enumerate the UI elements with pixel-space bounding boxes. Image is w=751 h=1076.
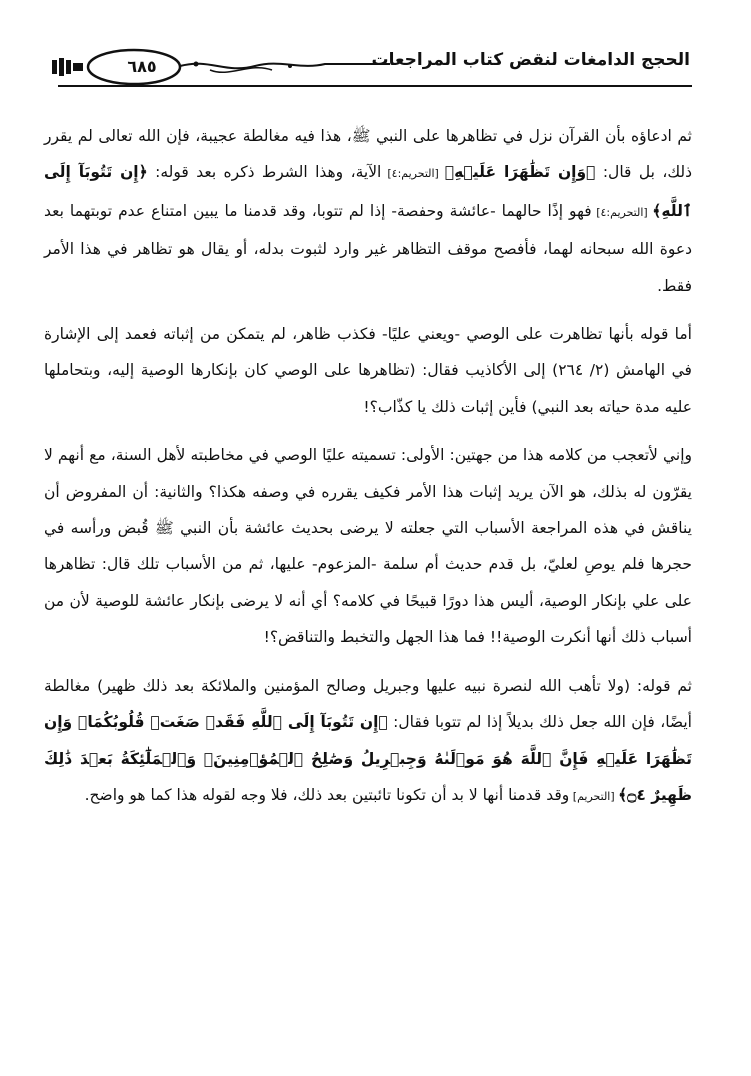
paragraph-text: فهو إذًا حالهما -عائشة وحفصة- إذا لم تتوبا، وقد قدمنا ما يبين امتناع عدم توبتهما بعد دعوة الله سبحانه لهما، فأفصح موقف التظاهر غير وارد لثبوت بدله، أو يقال هو تظاهر في هذا الأمر فقط.: [44, 201, 692, 295]
verse-citation: [التحريم]: [569, 789, 619, 803]
quran-quote: ﴿وَإِن تَظَٰهَرَا عَلَيۡهِ﴾: [444, 163, 596, 182]
paragraph: [44, 316, 692, 425]
paragraph: [44, 437, 692, 655]
header-divider: [58, 85, 692, 87]
body-text: [44, 118, 692, 827]
verse-citation: [التحريم:٤]: [381, 167, 445, 181]
verse-citation: [التحريم:٤]: [591, 205, 653, 219]
paragraph-text: وإني لأتعجب من كلامه هذا من جهتين: الأولى: تسميته عليًا الوصي في مخاطبته لأهل السنة، مع أنهم لا يقرّون له بذلك، هو الآن يريد إثبات هذا الأمر فكيف يقرره في وصفه هكذا؟ والثانية: أن المفروض أن يناقش في هذه المراجعة الأسباب التي جعلته لا يرضى بحديث عائشة بأن النبي ﷺ قُبض ورأسه في حجرها فلم يوصِ لعليّ، بل قدم حديث أم سلمة -المزعوم- عليها، ثم من الأسباب تلك قال: تظاهرها على علي بإنكار الوصية، أليس هذا دورًا قبيحًا في كلامه؟ أي أنه لا يرضى بإنكار عائشة للوصية لأن من أسباب ذلك أنها أنكرت الوصية!! فما هذا الجهل والتخبط والتناقض؟!: [44, 446, 692, 647]
page-number: ٦٨٥: [127, 57, 157, 76]
paragraph-text: ثم قوله: (ولا تأهب الله لنصرة نبيه عليها وجبريل وصالح المؤمنين والملائكة بعد ذلك ظهير) مغالطة أيضًا، فإن الله جعل ذلك بديلاً إذا لم تتوبا فقال:: [44, 676, 692, 732]
quran-quote: ﴿إِن تَتُوبَآ إِلَى ٱللَّهِ﴾: [44, 163, 692, 220]
paragraph-text: ثم ادعاؤه بأن القرآن نزل في تظاهرها على النبي ﷺ، هذا فيه مغالطة عجيبة، فإن الله تعالى لم يقرر ذلك، بل قال:: [44, 127, 693, 182]
book-title: الحجج الدامغات لنقض كتاب المراجعات: [371, 50, 690, 70]
paragraph-text: أما قوله بأنها تظاهرت على الوصي -ويعني عليًا- فكذب ظاهر، لم يتمكن من إثباته فعمد إلى الإشارة في الهامش (٢/ ٢٦٤) إلى الأكاذيب فقال: (تظاهرها على الوصي كان بإنكارها الوصية إليه، وبتحاملها عليه مدة حياته بعد النبي) فأين إثبات ذلك يا كذّاب؟!: [44, 325, 692, 416]
paragraph-text: وقد قدمنا أنها لا بد أن تكونا تائبتين بعد ذلك، فلا وجه لقوله هذا كما هو واضح.: [84, 785, 570, 804]
paragraph-text: الآية، وهذا الشرط ذكره بعد قوله:: [147, 163, 382, 182]
paragraph: [44, 668, 692, 816]
quran-quote: ﴿إِن تَتُوبَآ إِلَى ٱللَّهِ فَقَدۡ صَغَتۡ قُلُوبُكُمَاۖ وَإِن تَظَٰهَرَا عَلَيۡهِ فَإِنَّ ٱللَّهَ هُوَ مَوۡلَىٰهُ وَجِبۡرِيلُ وَصَٰلِحُ ٱلۡمُؤۡمِنِينَۖ وَٱلۡمَلَٰٓئِكَةُ بَعۡدَ ذَٰلِكَ ظَهِيرٌ ۝٤﴾: [44, 713, 692, 804]
paragraph: [44, 118, 692, 304]
